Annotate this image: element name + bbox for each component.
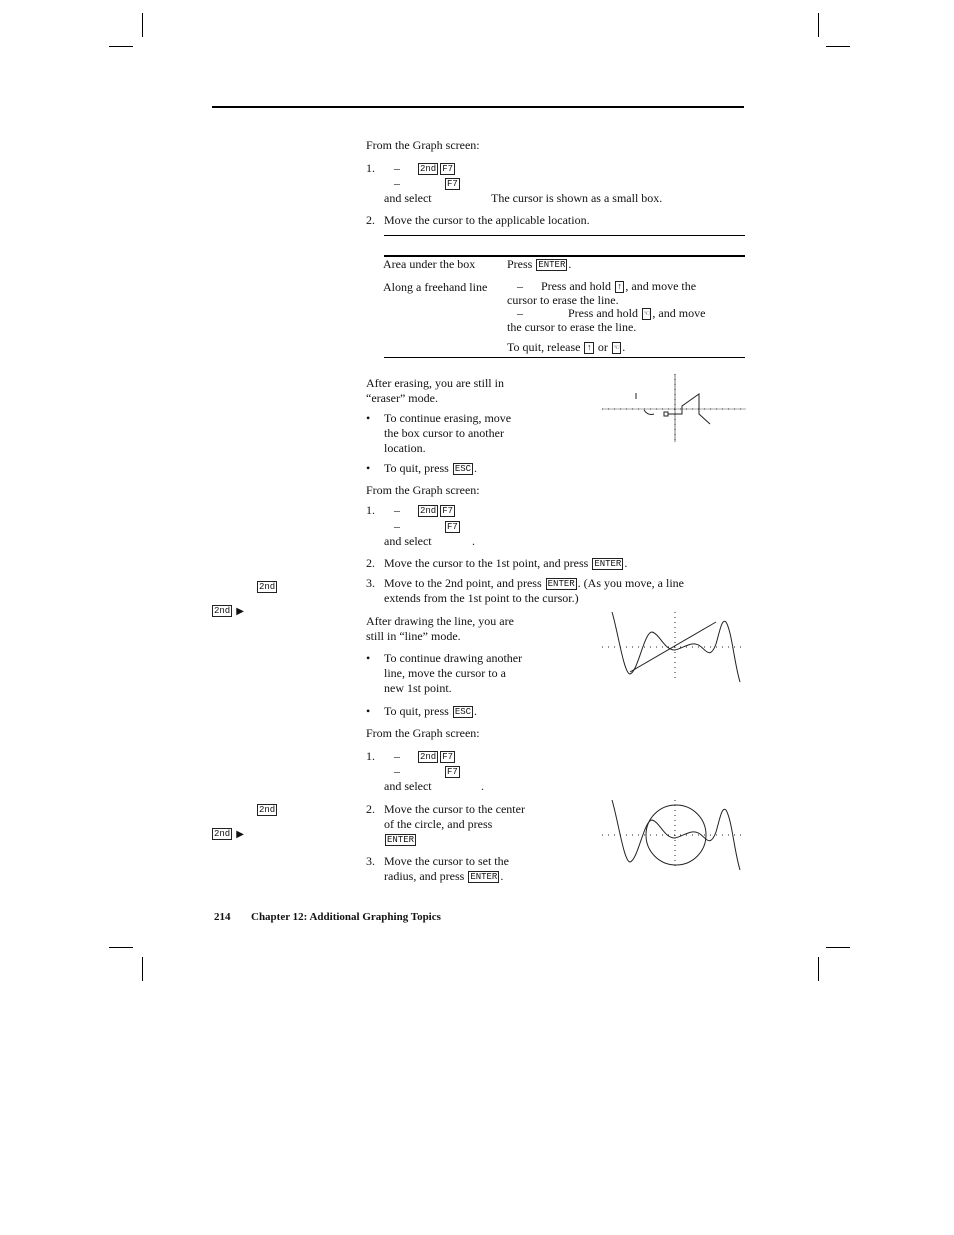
table-cell <box>507 340 625 355</box>
bullet-text <box>384 461 477 476</box>
period: . <box>622 340 626 354</box>
key-2nd: 2nd <box>214 606 231 616</box>
crop-mark <box>142 13 143 37</box>
key-sequence <box>417 749 456 764</box>
cell-text: . (As you move, a line <box>577 576 684 590</box>
cell-text: Move the cursor to the 1st point, and press <box>384 556 589 570</box>
step-text: Move the cursor to the applicable location. <box>384 213 590 227</box>
up-arrow-icon: ↑ <box>586 343 592 353</box>
crop-mark <box>826 46 850 47</box>
key-2nd: 2nd <box>214 829 231 839</box>
table-cell: cursor to erase the line. <box>507 293 619 307</box>
and-select: and select <box>384 779 432 793</box>
after-line-text: After drawing the line, you are <box>366 614 514 628</box>
bullet: • <box>366 411 371 425</box>
cell-text: radius, and press <box>384 869 465 883</box>
header-rule <box>212 106 744 108</box>
key-esc: ESC <box>454 464 472 474</box>
key-sequence <box>417 161 456 176</box>
bullet-text: To continue erasing, move <box>384 411 512 425</box>
step-text <box>384 556 627 571</box>
key-f7: F7 <box>442 164 454 174</box>
dash: – <box>394 764 400 778</box>
cell-text: Press <box>507 257 533 271</box>
sec1-intro: From the Graph screen: <box>366 138 480 152</box>
dash: – <box>394 503 400 517</box>
table-cell <box>507 257 571 272</box>
key-enter: ENTER <box>594 559 622 569</box>
margin-key <box>211 603 244 619</box>
period: . <box>481 779 484 793</box>
bullet-text: location. <box>384 441 426 455</box>
table-rule-bottom <box>384 357 745 358</box>
key-f7: F7 <box>442 506 454 516</box>
period: . <box>500 869 504 883</box>
bullet: • <box>366 651 371 665</box>
bullet-text: new 1st point. <box>384 681 452 695</box>
key-sequence <box>444 764 461 779</box>
key-2nd: 2nd <box>259 582 276 592</box>
key-2nd: 2nd <box>420 506 437 516</box>
step-number: 2. <box>366 213 375 227</box>
key-f7: F7 <box>447 522 458 532</box>
table-cell: Area under the box <box>383 257 476 271</box>
step-text: of the circle, and press <box>384 817 493 831</box>
sec3-intro: From the Graph screen: <box>366 726 480 740</box>
dash: – <box>394 176 400 190</box>
dash: – <box>394 749 400 763</box>
margin-key <box>256 579 278 594</box>
crop-mark <box>818 957 819 981</box>
cell-text: and select <box>384 534 432 548</box>
margin-key <box>211 826 244 842</box>
step-text: extends from the 1st point to the cursor.) <box>384 591 579 605</box>
dash: – <box>517 306 523 320</box>
crop-mark <box>109 947 133 948</box>
step-number: 1. <box>366 749 375 763</box>
step-number: 1. <box>366 503 375 517</box>
crop-mark <box>109 46 133 47</box>
cell-text: , and move <box>652 306 706 320</box>
circle-graph <box>600 798 748 872</box>
right-arrow-icon: ▶︎ <box>236 829 244 840</box>
cell-text: To quit, press <box>384 461 449 475</box>
dash: – <box>517 279 523 293</box>
step-number: 2. <box>366 556 375 570</box>
hand-icon: ☜ <box>644 309 650 319</box>
cell-text: , and move the <box>625 279 697 293</box>
crop-mark <box>826 947 850 948</box>
key-enter: ENTER <box>547 579 575 589</box>
eraser-graph <box>600 372 748 444</box>
step-text <box>384 832 417 847</box>
table-cell: the cursor to erase the line. <box>507 320 637 334</box>
step-number: 3. <box>366 854 375 868</box>
key-2nd: 2nd <box>420 164 437 174</box>
crop-mark <box>818 13 819 37</box>
table-cell <box>568 306 705 321</box>
step-number: 1. <box>366 161 375 175</box>
key-sequence <box>444 519 461 534</box>
key-enter: ENTER <box>538 260 566 270</box>
cell-text: Press and hold <box>541 279 611 293</box>
table-cell <box>541 279 696 294</box>
table-rule-top <box>384 235 745 236</box>
right-arrow-icon: ▶︎ <box>236 606 244 617</box>
key-enter: ENTER <box>470 872 498 882</box>
key-f7: F7 <box>447 179 458 189</box>
period: . <box>568 257 572 271</box>
step-text: Move the cursor to the center <box>384 802 525 816</box>
cursor-note: The cursor is shown as a small box. <box>491 191 663 205</box>
key-f7: F7 <box>442 752 454 762</box>
period: . <box>474 461 478 475</box>
after-erase-text: “eraser” mode. <box>366 391 438 405</box>
up-arrow-icon: ↑ <box>617 282 623 292</box>
key-2nd: 2nd <box>420 752 437 762</box>
chapter-title: Chapter 12: Additional Graphing Topics <box>251 911 441 923</box>
table-cell: Along a freehand line <box>383 280 488 294</box>
hand-icon: ☜ <box>613 343 620 353</box>
key-f7: F7 <box>447 767 458 777</box>
bullet-text: To continue drawing another <box>384 651 523 665</box>
step-text: Move the cursor to set the <box>384 854 509 868</box>
sec2-intro: From the Graph screen: <box>366 483 480 497</box>
line-graph <box>600 610 748 684</box>
and-select <box>384 534 432 549</box>
cell-text: Move to the 2nd point, and press <box>384 576 542 590</box>
bullet-text: the box cursor to another <box>384 426 504 440</box>
crop-mark <box>142 957 143 981</box>
step-number: 3. <box>366 576 375 590</box>
cell-text: To quit, release <box>507 340 581 354</box>
dash: – <box>394 161 400 175</box>
cell-text: To quit, press <box>384 704 449 718</box>
key-sequence <box>444 176 461 191</box>
after-erase-text: After erasing, you are still in <box>366 376 504 390</box>
key-2nd: 2nd <box>259 805 276 815</box>
period: . <box>474 704 478 718</box>
page-number: 214 <box>214 911 231 923</box>
key-sequence <box>417 503 456 518</box>
after-line-text: still in “line” mode. <box>366 629 461 643</box>
cell-text: or <box>597 340 608 354</box>
step-number: 2. <box>366 802 375 816</box>
bullet-text <box>384 704 477 719</box>
period: . <box>472 534 475 548</box>
bullet: • <box>366 461 371 475</box>
step-text <box>384 869 503 884</box>
and-select: and select <box>384 191 432 205</box>
cell-text: Press and hold <box>568 306 638 320</box>
bullet-text: line, move the cursor to a <box>384 666 506 680</box>
key-esc: ESC <box>454 707 472 717</box>
margin-key <box>256 802 278 817</box>
dash: – <box>394 519 400 533</box>
step-text <box>384 576 684 591</box>
period: . <box>624 556 628 570</box>
key-enter: ENTER <box>387 835 415 845</box>
bullet: • <box>366 704 371 718</box>
